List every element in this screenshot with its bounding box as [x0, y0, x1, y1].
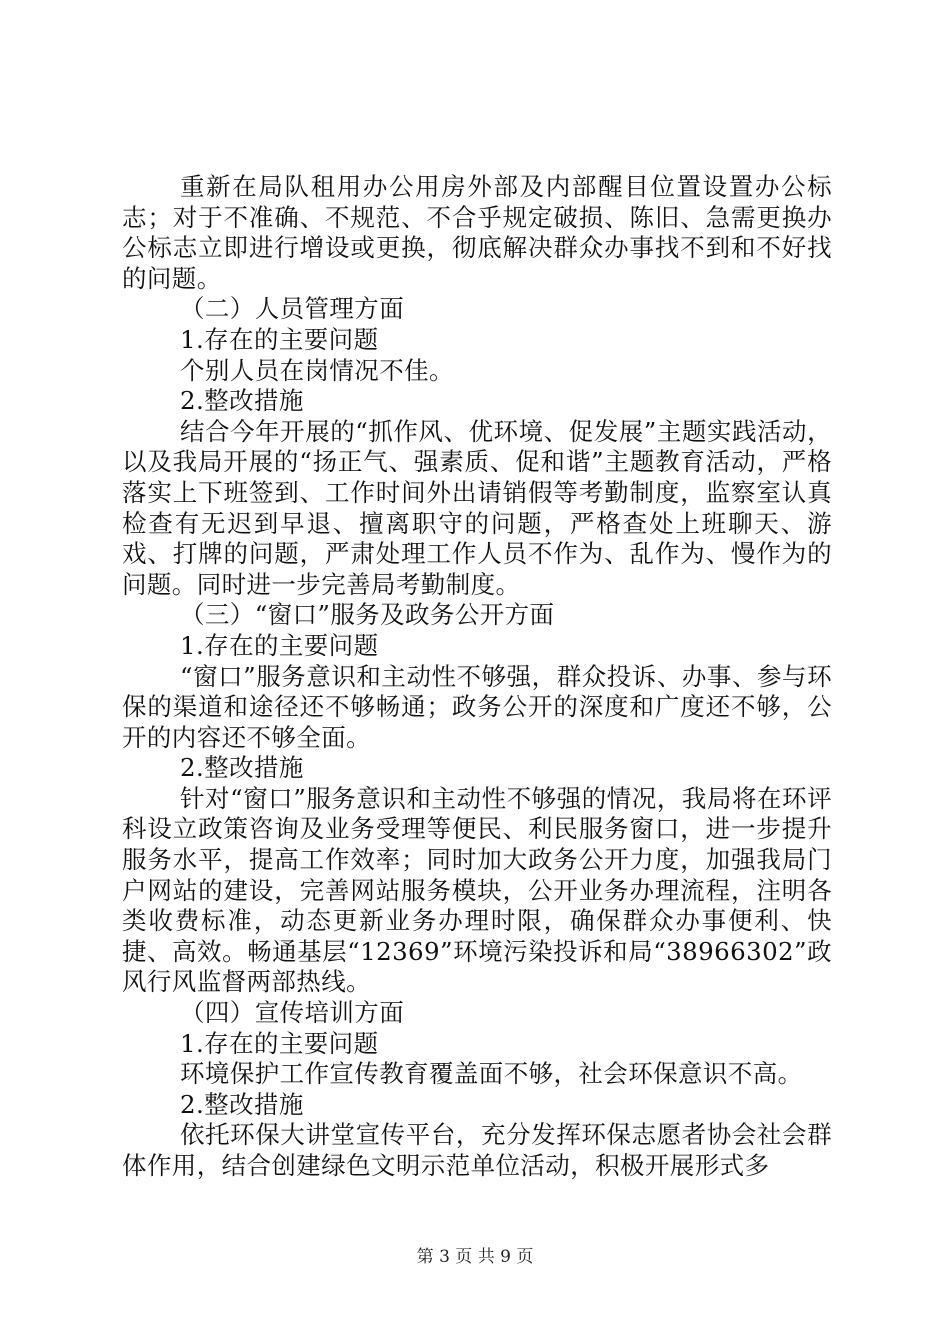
document-body [122, 172, 832, 1182]
section-heading: （四）宣传培训方面 [180, 998, 405, 1028]
paragraph: 个别人员在岗情况不佳。 [180, 355, 454, 385]
subheading: 1.存在的主要问题 [180, 324, 379, 354]
section-heading: （三）“窗口”服务及政务公开方面 [180, 600, 555, 630]
paragraph: 依托环保大讲堂宣传平台，充分发挥环保志愿者协会社会群体作用，结合创建绿色文明示范单位活动，积极开展形式多 [122, 1120, 832, 1180]
paragraph: 重新在局队租用办公用房外部及内部醒目位置设置办公标志；对于不准确、不规范、不合乎规定破损、陈旧、急需更换办公标志立即进行增设或更换，彻底解决群众办事找不到和不好找的问题。 [122, 172, 832, 293]
section-heading: （二）人员管理方面 [180, 294, 405, 324]
subheading: 1.存在的主要问题 [180, 1028, 379, 1058]
subheading: 2.整改措施 [180, 753, 304, 783]
subheading: 1.存在的主要问题 [180, 630, 379, 660]
subheading: 2.整改措施 [180, 386, 304, 416]
page-number-footer: 第 3 页 共 9 页 [416, 1247, 534, 1267]
paragraph: “窗口”服务意识和主动性不够强，群众投诉、办事、参与环保的渠道和途径还不够畅通；政务公开的深度和广度还不够，公开的内容还不够全面。 [122, 661, 832, 752]
paragraph: 结合今年开展的“抓作风、优环境、促发展”主题实践活动，以及我局开展的“扬正气、强素质、促和谐”主题教育活动，严格落实上下班签到、工作时间外出请销假等考勤制度，监察室认真检查有无迟到早退、擅离职守的问题，严格查处上班聊天、游戏、打牌的问题，严肃处理工作人员不作为、乱作为、慢作为的问题。同时进一步完善局考勤制度。 [122, 416, 832, 599]
subheading: 2.整改措施 [180, 1089, 304, 1119]
paragraph: 针对“窗口”服务意识和主动性不够强的情况，我局将在环评科设立政策咨询及业务受理等便民、利民服务窗口，进一步提升服务水平，提高工作效率；同时加大政务公开力度，加强我局门户网站的建设，完善网站服务模块，公开业务办理流程，注明各类收费标准，动态更新业务办理时限，确保群众办事便利、快捷、高效。畅通基层“12369”环境污染投诉和局“38966302”政风行风监督两部热线。 [122, 783, 832, 997]
paragraph: 环境保护工作宣传教育覆盖面不够，社会环保意识不高。 [180, 1059, 803, 1089]
